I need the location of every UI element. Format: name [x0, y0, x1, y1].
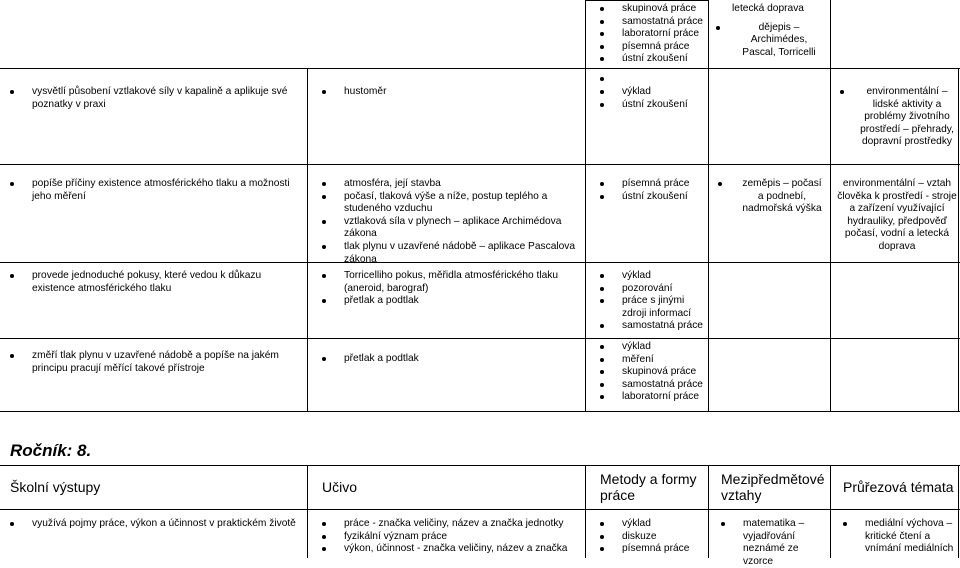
- list-item: měření: [600, 354, 706, 367]
- header-cross-subject: Mezipředmětové vztahy: [721, 471, 825, 503]
- col-divider-right: [958, 68, 959, 411]
- row3-content: [322, 270, 577, 308]
- list-item: výklad: [600, 270, 706, 283]
- col-divider-4: [830, 0, 831, 411]
- list-item: environmentální – lidské aktivity a problémy životního prostředí – přehrady, dopravní prostředky: [840, 86, 958, 149]
- col-divider-2: [585, 0, 586, 411]
- row4-methods: [600, 341, 706, 404]
- row2-outcome: [10, 178, 300, 203]
- list-item: samostatná práce: [600, 320, 706, 333]
- row2-content: [322, 178, 577, 266]
- list-item: provede jednoduché pokusy, které vedou k důkazu existence atmosférického tlaku: [10, 270, 300, 295]
- row3-outcome: [10, 270, 300, 295]
- row1-theme: [840, 86, 958, 149]
- col-divider-1: [307, 68, 308, 411]
- list-item: skupinová práce: [600, 366, 706, 379]
- row4-content: [322, 353, 577, 366]
- row0-cross-subject: [716, 3, 820, 59]
- list-item: změří tlak plynu v uzavřené nádobě a popíše na jakém principu pracují měřící takové přístroje: [10, 350, 300, 375]
- list-item: Torricelliho pokus, měřidla atmosférického tlaku (aneroid, barograf): [322, 270, 577, 295]
- table-border-top-row0: [585, 0, 708, 1]
- row1-outcome: [10, 86, 300, 111]
- lower-col-divider-3: [708, 465, 709, 558]
- list-item: mediální výchova – kritické čtení a vnímání mediálních: [843, 518, 957, 556]
- list-item: přetlak a podtlak: [322, 295, 577, 308]
- row2-cross-subject: [718, 178, 824, 216]
- header-theme: Průřezová témata: [843, 479, 954, 495]
- list-item: písemná práce: [600, 41, 706, 54]
- row0-methods: [600, 3, 706, 66]
- row2-methods: [600, 178, 706, 203]
- list-item: popíše příčiny existence atmosférického tlaku a možnosti jeho měření: [10, 178, 300, 203]
- list-item: vztlaková síla v plynech – aplikace Archimédova zákona: [322, 216, 577, 241]
- lower-row1-theme: [843, 518, 957, 556]
- list-item: skupinová práce: [600, 3, 706, 16]
- list-item: pozorování: [600, 283, 706, 296]
- list-item: výkon, účinnost - značka veličiny, název a značka: [322, 543, 584, 556]
- lower-col-divider-right: [958, 465, 959, 558]
- list-item: využívá pojmy práce, výkon a účinnost v praktickém životě: [10, 518, 300, 531]
- list-item: práce - značka veličiny, název a značka jednotky: [322, 518, 584, 531]
- list-item: matematika – vyjadřování neznámé ze vzorce: [721, 518, 827, 568]
- list-item: samostatná práce: [600, 379, 706, 392]
- list-item: [600, 73, 706, 86]
- list-item: zeměpis – počasí a podnebí, nadmořská výška: [718, 178, 824, 216]
- lower-row1-cross-subject: [721, 518, 827, 568]
- list-item: diskuze: [600, 531, 706, 544]
- grade-heading: Ročník: 8.: [10, 441, 92, 460]
- theme-text: environmentální – vztah člověka k prostředí - stroje a zařízení využívající hydrauliky, předpověď počasí, vodní a letecká doprava: [837, 178, 957, 252]
- table-border-row0-bottom: [0, 68, 960, 69]
- row3-methods: [600, 270, 706, 333]
- list-item: přetlak a podtlak: [322, 353, 577, 366]
- table-border-row1-bottom: [0, 164, 960, 165]
- lower-col-divider-4: [830, 465, 831, 558]
- list-item: práce s jinými zdroji informací: [600, 295, 706, 320]
- list-item: vysvětlí působení vztlakové síly v kapalině a aplikuje své poznatky v praxi: [10, 86, 300, 111]
- list-item: výklad: [600, 341, 706, 354]
- list-item: ústní zkoušení: [600, 191, 706, 204]
- row2-theme: [836, 178, 958, 254]
- row1-methods: [600, 73, 706, 111]
- row4-outcome: [10, 350, 300, 375]
- table-border-row4-bottom: [0, 411, 960, 412]
- lower-row1-content: [322, 518, 584, 556]
- list-item: ústní zkoušení: [600, 53, 706, 66]
- list-item: fyzikální význam práce: [322, 531, 584, 544]
- list-item: atmosféra, její stavba: [322, 178, 577, 191]
- list-item: samostatná práce: [600, 16, 706, 29]
- cross-subject-text: letecká doprava: [732, 3, 804, 14]
- header-methods: Metody a formy práce: [600, 471, 697, 503]
- table-border-row3-bottom: [0, 338, 960, 339]
- list-item: výklad: [600, 518, 706, 531]
- list-item: hustoměr: [322, 86, 577, 99]
- lower-row1-methods: [600, 518, 706, 556]
- header-outcomes: Školní výstupy: [10, 479, 101, 495]
- list-item: ústní zkoušení: [600, 99, 706, 112]
- row1-content: [322, 86, 577, 99]
- list-item: laboratorní práce: [600, 28, 706, 41]
- list-item: dějepis – Archimédes, Pascal, Torricelli: [716, 22, 820, 60]
- list-item: písemná práce: [600, 543, 706, 556]
- lower-col-divider-2: [585, 465, 586, 558]
- list-item: počasí, tlaková výše a níže, postup teplého a studeného vzduchu: [322, 191, 577, 216]
- col-divider-3: [708, 0, 709, 411]
- lower-table-header-bottom: [0, 509, 960, 510]
- lower-row1-outcome: [10, 518, 300, 531]
- header-content: Učivo: [322, 479, 358, 495]
- list-item: výklad: [600, 86, 706, 99]
- lower-table-top: [0, 465, 960, 466]
- list-item: laboratorní práce: [600, 391, 706, 404]
- list-item: tlak plynu v uzavřené nádobě – aplikace Pascalova zákona: [322, 241, 577, 266]
- lower-col-divider-1: [307, 465, 308, 558]
- list-item: písemná práce: [600, 178, 706, 191]
